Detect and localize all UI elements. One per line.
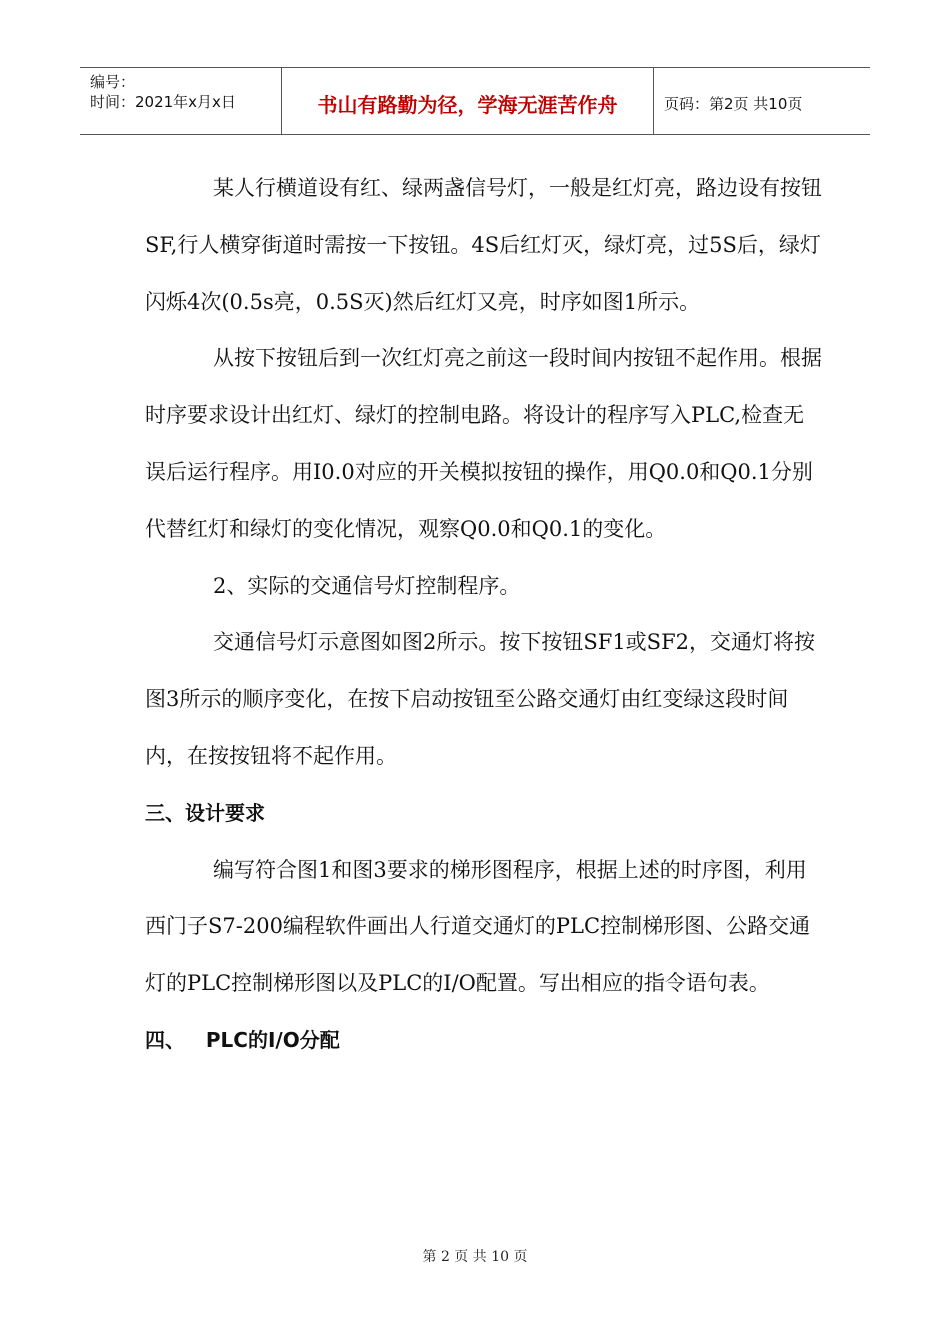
page-footer: 第 2 页 共 10 页: [422, 1249, 528, 1265]
header-page-info: 页码：第2页 共10页: [664, 94, 803, 113]
paragraph-pedestrian-light: 某人行横道设有红、绿两盏信号灯，一般是红灯亮，路边设有按钮SF,行人横穿街道时需按一下按钮。4S后红灯灭，绿灯亮，过5S后，绿灯闪烁4次(0.5s亮，0.5S灭)然后红灯又亮，时序如图1所示。: [145, 176, 822, 314]
header-motto: 书山有路勤为径，学海无涯苦作舟: [281, 68, 654, 134]
section-heading-design-requirements: 三、设计要求: [145, 800, 265, 825]
paragraph-traffic-light-description: 交通信号灯示意图如图2所示。按下按钮SF1或SF2，交通灯将按图3所示的顺序变化，在按下启动按钮至公路交通灯由红变绿这段时间内，在按按钮将不起作用。: [145, 630, 815, 768]
header-meta: [80, 68, 281, 134]
paragraph-button-behavior: 从按下按钮后到一次红灯亮之前这一段时间内按钮不起作用。根据时序要求设计出红灯、绿灯的控制电路。将设计的程序写入PLC,检查无误后运行程序。用I0.0对应的开关模拟按钮的操作，用Q0.0和Q0.1分别代替红灯和绿灯的变化情况，观察Q0.0和Q0.1的变化。: [145, 346, 822, 541]
section-heading-io-allocation: 四、 PLC的I/O分配: [145, 1027, 340, 1052]
page-header: [80, 67, 870, 135]
document-body: [145, 160, 825, 1069]
paragraph-design-requirements: 编写符合图1和图3要求的梯形图程序，根据上述的时序图，利用西门子S7-200编程软件画出人行道交通灯的PLC控制梯形图、公路交通灯的PLC控制梯形图以及PLC的I/O配置。写出相应的指令语句表。: [145, 857, 811, 996]
header-time-label: 时间：2021年x月x日: [90, 93, 236, 111]
header-number-label: 编号：: [90, 73, 136, 91]
paragraph-traffic-program-heading: 2、实际的交通信号灯控制程序。: [213, 573, 521, 598]
